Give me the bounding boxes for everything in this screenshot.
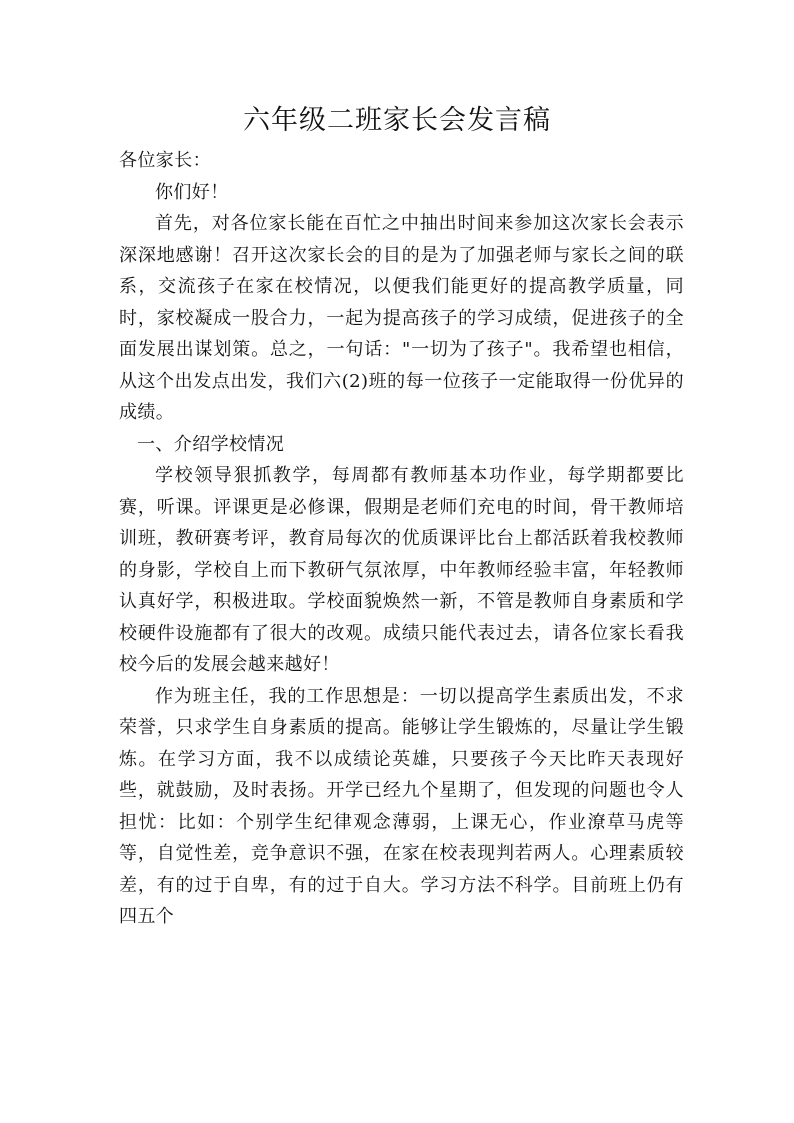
paragraph-school: 学校领导狠抓教学，每周都有教师基本功作业，每学期都要比赛，听课。评课更是必修课，假期是老师们充电的时间，骨干教师培训班，教研赛考评，教育局每次的优质课评比台上都活跃着我校教师的身影，学校自上而下教研气氛浓厚，中年教师经验丰富，年轻教师认真好学，积极进取。学校面貌焕然一新，不管是教师自身素质和学校硬件设施都有了很大的改观。成绩只能代表过去，请各位家长看我校今后的发展会越来越好！ <box>119 465 684 675</box>
document-title: 六年级二班家长会发言稿 <box>243 105 551 136</box>
section-heading: 一、介绍学校情况 <box>137 433 285 455</box>
greeting: 你们好！ <box>155 181 229 203</box>
paragraph-teacher: 作为班主任，我的工作思想是：一切以提高学生素质出发，不求荣誉，只求学生自身素质的提高。能够让学生锻炼的，尽量让学生锻炼。在学习方面，我不以成绩论英雄，只要孩子今天比昨天表现好些，就鼓励，及时表扬。开学已经九个星期了，但发现的问题也令人担忧：比如：个别学生纪律观念薄弱，上课无心，作业潦草马虎等等，自觉性差，竞争意识不强，在家在校表现判若两人。心理素质较差，有的过于自卑，有的过于自大。学习方法不科学。目前班上仍有四五个 <box>119 685 684 927</box>
paragraph-intro: 首先，对各位家长能在百忙之中抽出时间来参加这次家长会表示深深地感谢！召开这次家长会的目的是为了加强老师与家长之间的联系，交流孩子在家在校情况，以便我们能更好的提高教学质量，同时，家校凝成一股合力，一起为提高孩子的学习成绩，促进孩子的全面发展出谋划策。总之，一句话："一切为了孩子"。我希望也相信，从这个出发点出发，我们六(2)班的每一位孩子一定能取得一份优异的成绩。 <box>119 213 684 423</box>
document-body <box>119 145 684 933</box>
salutation: 各位家长： <box>119 150 211 171</box>
